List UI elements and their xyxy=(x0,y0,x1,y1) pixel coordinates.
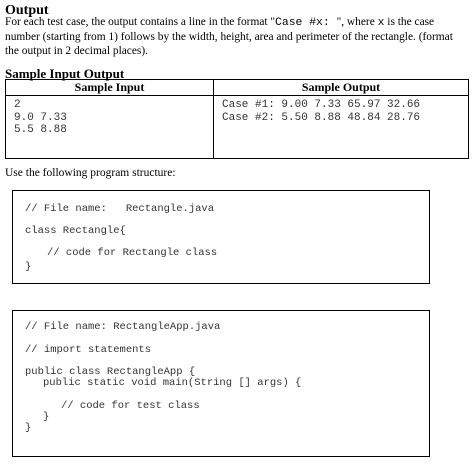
code-line: public class RectangleApp { xyxy=(25,366,196,378)
code-box-rectangle-app xyxy=(12,310,430,457)
sample-output-header: Sample Output xyxy=(214,80,469,96)
code-line: class Rectangle{ xyxy=(25,225,126,237)
sample-input-cell xyxy=(6,96,214,159)
sample-heading: Sample Input Output xyxy=(5,66,125,81)
code-line: } xyxy=(25,422,32,434)
variable-code: x xyxy=(377,17,385,29)
code-line: // File name: Rectangle.java xyxy=(25,203,215,215)
input-line: 2 xyxy=(14,99,21,111)
output-description xyxy=(5,15,467,58)
output-line: Case #1: 9.00 7.33 65.97 32.66 xyxy=(222,99,421,111)
sample-input-header: Sample Input xyxy=(6,80,214,96)
input-line: 9.0 7.33 xyxy=(14,111,67,124)
desc-text-1: For each test case, the output contains a line in the format " xyxy=(5,16,276,28)
desc-text-2: ", where xyxy=(336,16,378,28)
code-line: } xyxy=(25,261,32,273)
output-line: Case #2: 5.50 8.88 48.84 28.76 xyxy=(222,111,421,124)
code-line: // code for test class xyxy=(61,400,200,412)
output-heading: Output xyxy=(5,3,49,18)
code-line: // import statements xyxy=(25,344,152,356)
code-line: public static void main(String [] args) { xyxy=(43,377,302,389)
format-code: Case #x: xyxy=(275,17,337,29)
input-line: 5.5 8.88 xyxy=(14,124,67,136)
code-line: } xyxy=(43,411,50,423)
code-line: // code for Rectangle class xyxy=(47,247,218,259)
structure-intro: Use the following program structure: xyxy=(5,167,176,179)
code-box-rectangle xyxy=(12,190,430,284)
code-line: // File name: RectangleApp.java xyxy=(25,321,221,333)
desc-text-3: is the case number (starting from 1) follows by the width, height, area and perimeter of the rectangle. (format the output in 2 decimal places). xyxy=(5,16,453,57)
sample-output-cell xyxy=(214,96,469,159)
sample-table xyxy=(5,79,469,159)
